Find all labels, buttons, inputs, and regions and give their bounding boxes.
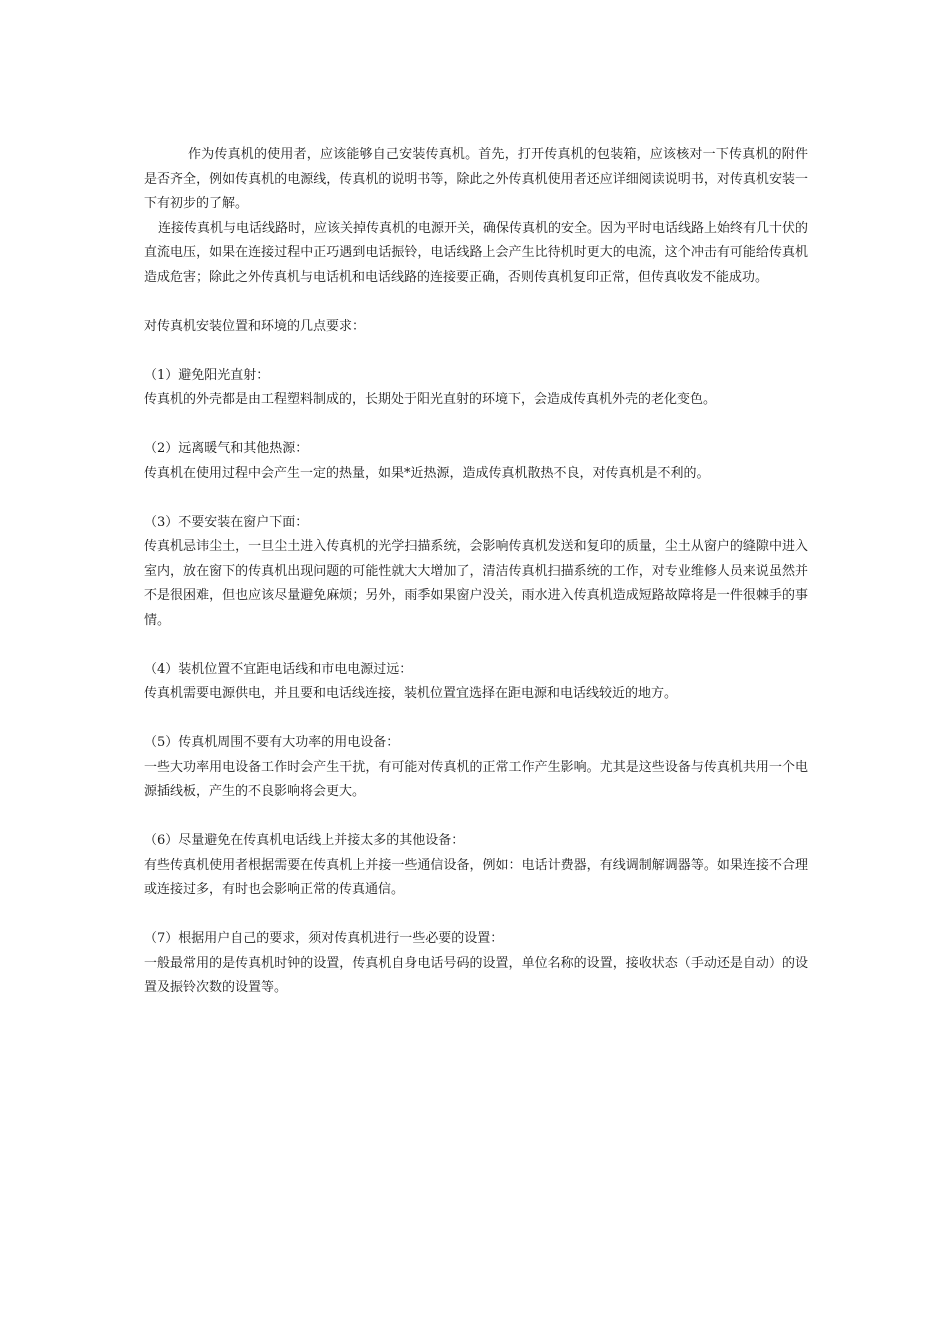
requirements-title: 对传真机安装位置和环境的几点要求： (144, 318, 366, 334)
section-4-heading: （4）装机位置不宜距电话线和市电电源过远： (144, 661, 413, 677)
spacer (144, 707, 808, 732)
section-1-heading: （1）避免阳光直射： (144, 367, 270, 383)
section-3-body: 传真机忌讳尘土，一旦尘土进入传真机的光学扫描系统，会影响传真机发送和复印的质量，尘土从窗户的缝隙中进入室内，放在窗下的传真机出现问题的可能性就大大增加了，清洁传真机扫描系统的工作，对专业维修人员来说虽然并不是很困难，但也应该尽量避免麻烦；另外，雨季如果窗户没关，雨水进入传真机造成短路故障将是一件很棘手的事情。 (144, 539, 808, 628)
intro-paragraph-1: 作为传真机的使用者，应该能够自己安装传真机。首先，打开传真机的包装箱，应该核对一下传真机的附件是否齐全，例如传真机的电源线，传真机的说明书等，除此之外传真机使用者还应详细阅读说明书，对传真机安装一下有初步的了解。 (144, 147, 808, 211)
section-4-body: 传真机需要电源供电，并且要和电话线连接，装机位置宜选择在距电源和电话线较近的地方。 (144, 686, 678, 701)
spacer (144, 903, 808, 928)
section-2-body: 传真机在使用过程中会产生一定的热量，如果*近热源，造成传真机散热不良，对传真机是不利的。 (144, 465, 710, 481)
document-page (144, 143, 808, 1001)
section-7-heading: （7）根据用户自己的要求，须对传真机进行一些必要的设置： (144, 931, 504, 946)
spacer (144, 290, 808, 315)
section-6-body: 有些传真机使用者根据需要在传真机上并接一些通信设备，例如：电话计费器，有线调制解调器等。如果连接不合理或连接过多，有时也会影响正常的传真通信。 (144, 857, 808, 897)
intro-paragraph-2: 连接传真机与电话线路时，应该关掉传真机的电源开关，确保传真机的安全。因为平时电话线路上始终有几十伏的直流电压，如果在连接过程中正巧遇到电话振铃，电话线路上会产生比待机时更大的电流，这个冲击有可能给传真机造成危害；除此之外传真机与电话机和电话线路的连接要正确，否则传真机复印正常，但传真收发不能成功。 (144, 220, 809, 285)
section-5-heading: （5）传真机周围不要有大功率的用电设备： (144, 735, 400, 750)
spacer (144, 633, 808, 658)
section-5-body: 一些大功率用电设备工作时会产生干扰，有可能对传真机的正常工作产生影响。尤其是这些设备与传真机共用一个电源插线板，产生的不良影响将会更大。 (144, 759, 808, 799)
spacer (144, 486, 808, 511)
section-3-heading: （3）不要安装在窗户下面： (144, 514, 309, 530)
spacer (144, 339, 808, 364)
section-2-heading: （2）远离暖气和其他热源： (144, 441, 309, 456)
spacer (144, 413, 808, 438)
spacer (144, 805, 808, 830)
section-6-heading: （6）尽量避免在传真机电话线上并接太多的其他设备： (144, 833, 465, 848)
section-1-body: 传真机的外壳都是由工程塑料制成的，长期处于阳光直射的环境下，会造成传真机外壳的老化变色。 (144, 392, 717, 407)
section-7-body: 一般最常用的是传真机时钟的设置，传真机自身电话号码的设置，单位名称的设置，接收状态（手动还是自动）的设置及振铃次数的设置等。 (144, 955, 808, 995)
